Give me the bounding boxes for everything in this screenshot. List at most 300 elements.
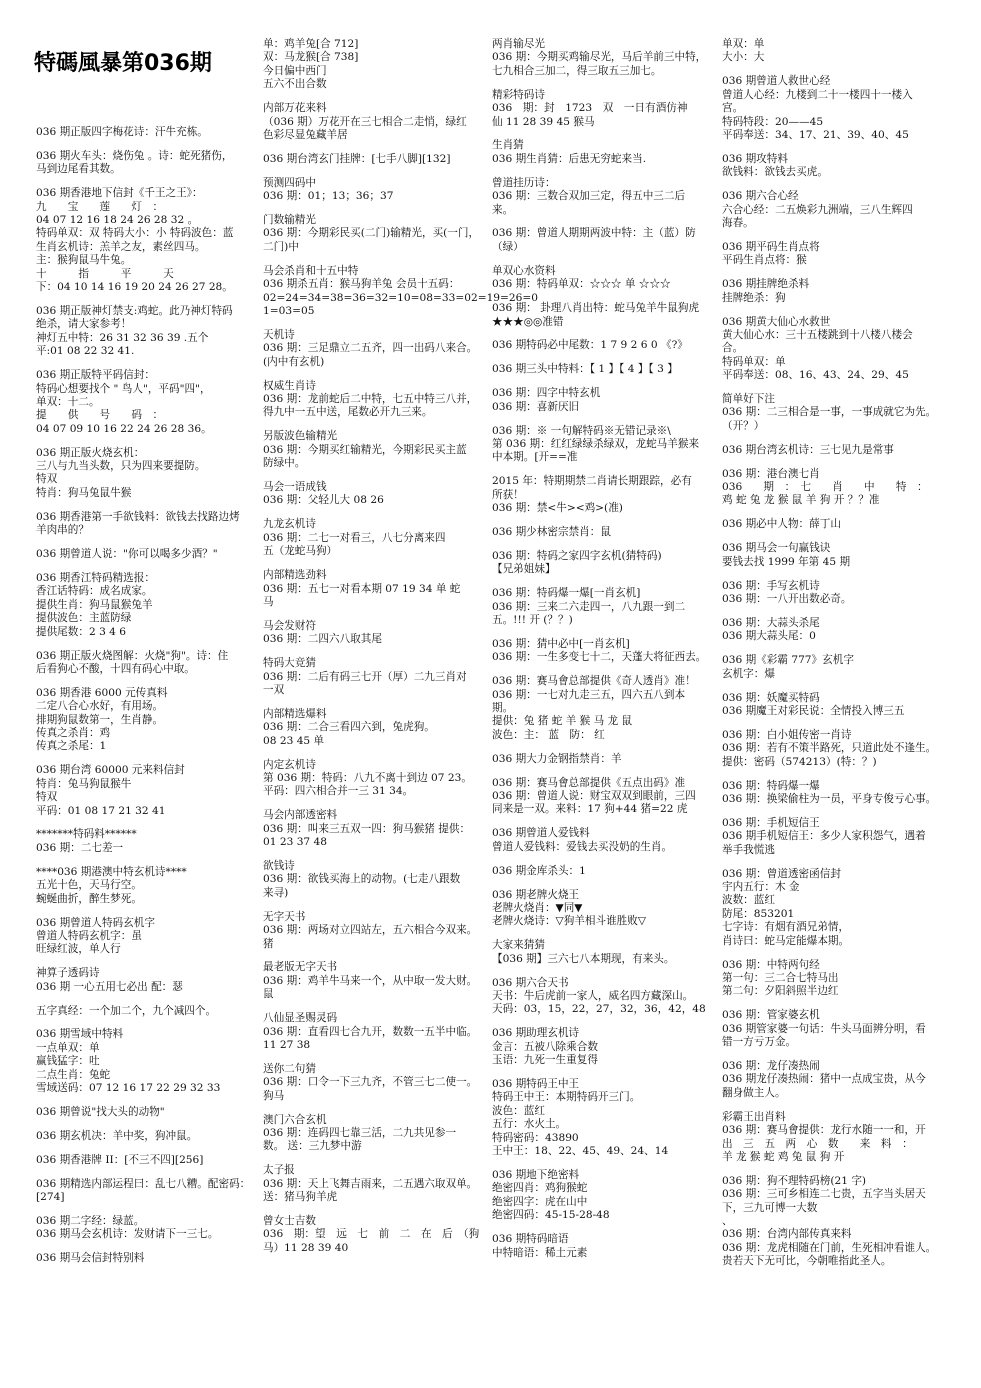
text-line: 今日偏中西门 [263, 64, 327, 77]
text-line: 036 期：特码单双：☆☆☆ 单 ☆☆☆ [492, 278, 671, 291]
text-block [722, 542, 950, 569]
text-block [36, 1130, 250, 1143]
text-line: 036 期：今期买鸡输尽光，马后羊前三中特， [492, 51, 707, 64]
text-line: 五行：水火土。 [492, 1118, 567, 1131]
text-line: 提供生肖：狗马鼠猴兔羊 [36, 598, 153, 611]
text-line: 挂牌绝杀：狗 [722, 291, 786, 304]
text-block [36, 572, 250, 639]
text-line: 鸡 蛇 兔 龙 猴 鼠 羊 狗 开 ？？准 [722, 494, 880, 507]
text-line: 下，三九可博一大数 [722, 1201, 818, 1214]
text-block [36, 1106, 250, 1119]
text-block [263, 1063, 485, 1103]
text-block [263, 657, 485, 697]
text-line: 036 期：天上飞舞吉雨来，二五遇六取双单。 [263, 1177, 478, 1190]
text-block [492, 1078, 718, 1158]
text-line: 036 期：封 1723 双 一日有酒仿神 [492, 102, 688, 115]
text-line: 马会一语成钱 [263, 481, 327, 494]
text-line: 036 期手机短信王：多少人家积怨气，遇着 [722, 830, 926, 843]
text-block [492, 865, 718, 878]
text-line: 送你二句猜 [263, 1062, 316, 1075]
text-block [36, 1154, 250, 1167]
text-line: 036 期特码王中王 [492, 1078, 580, 1091]
text-block [36, 917, 250, 957]
text-line: 马会杀肖和十五中特 [263, 264, 359, 277]
text-block [36, 1005, 250, 1018]
text-block [492, 177, 718, 217]
text-line: 双：马龙猴[合 738] [263, 51, 359, 64]
text-line: 036 期曾说"找大头的动物" [36, 1105, 165, 1118]
text-line: 七九相合三加二，得三取五三加七。 [492, 64, 662, 77]
text-line: 036 期正版火烧玄机： [36, 446, 145, 459]
text-line: 内定玄机诗 [263, 758, 316, 771]
text-block [263, 961, 485, 1001]
text-line: 防绿中。 [263, 457, 306, 470]
text-line: 036 期：※ 一句解特码※无错记录※\ [492, 424, 671, 437]
text-line: 海春。 [722, 216, 754, 229]
text-line: 11 27 38 [263, 1038, 311, 1051]
text-line: 平码：四六相合并一三 31 34。 [263, 785, 414, 798]
text-line: 狗马 [263, 1089, 285, 1102]
text-line: 六合心经：二五焕彩九洲端，三八生辉四 [722, 203, 913, 216]
text-line: 简单好下注 [722, 393, 775, 406]
text-line: 036 期特码暗语 [492, 1233, 569, 1246]
text-line: 特码心想要找个 " 鸟人"，平码"四"， [36, 382, 211, 395]
text-line: 翻身做主人。 [722, 1086, 786, 1099]
text-block [263, 430, 485, 470]
text-line: 肖诗曰：蛇马定能爆本期。 [722, 934, 850, 947]
text-line: 036 期地下绝密料 [492, 1169, 580, 1181]
text-line: 出 三 五 两 心 数 来 料 ： [722, 1137, 913, 1150]
text-block [722, 1060, 950, 1100]
text-line: 绝密四肖：鸡狗猴蛇 [492, 1182, 588, 1195]
text-line: 036 期：今期彩民买(二门)输精光，买(一门， [263, 227, 480, 240]
text-line: 最老版无字天书 [263, 961, 338, 974]
text-line: 036 期：妖魔买特码 [722, 691, 820, 704]
text-block [263, 1215, 485, 1255]
text-line: （绿） [492, 240, 524, 253]
text-block [722, 692, 950, 719]
text-line: 九 宝 莲 灯 ： [36, 200, 164, 213]
text-block [722, 38, 950, 65]
text-line: 传真之杀尾：1 [36, 740, 107, 753]
text-line: 天机诗 [263, 328, 295, 341]
text-line: 036 期：大蒜头杀尾 [722, 616, 820, 629]
text-line: 来寻) [263, 886, 289, 899]
text-line: 金言：五被八除乘合数 [492, 1040, 598, 1053]
text-block [263, 620, 485, 647]
text-line: 036 期：曾道透密函信封 [722, 867, 841, 880]
text-line: 大小：大 [722, 51, 765, 64]
text-line: 九龙玄机诗 [263, 518, 316, 531]
column-3 [492, 0, 718, 1388]
text-line: 另版波色输精光 [263, 430, 338, 443]
text-line: ★★★◎◎准错 [492, 315, 564, 328]
text-line: 特码单双：单 [722, 355, 786, 368]
text-block [263, 759, 485, 799]
text-line: 二点生肖：兔蛇 [36, 1068, 111, 1081]
text-line: 036 期二字经：绿蓝。 [36, 1215, 145, 1227]
text-line: 036 期：父轻儿大 08 26 [263, 494, 384, 507]
text-block [263, 911, 485, 951]
text-line: 036 期助理玄机诗 [492, 1027, 580, 1040]
text-line: 单双：十二。 [36, 395, 100, 408]
text-line: 提供尾数：2 3 4 6 [36, 625, 127, 638]
text-line: 036 期曾道人特码玄机字 [36, 916, 155, 929]
text-line: 036 期：若有不策半路死，只道此处不逢生。 [722, 742, 937, 755]
text-block [492, 587, 718, 627]
text-line: 三八与九当头数，只为四来要提防。 [36, 460, 206, 473]
text-line: 036 期：二七一对看三，八七分离来四 [263, 531, 446, 544]
text-block [263, 809, 485, 849]
text-line: [274] [36, 1191, 65, 1204]
text-line: 提供波色：主蓝防绿 [36, 612, 132, 625]
text-line: 羊肉串的？ [36, 524, 89, 537]
text-line: 五光十色，天马行空。 [36, 879, 142, 892]
text-line: 036 期：赛马會总部提供《奇人透肖》准！ [492, 675, 696, 688]
text-block [36, 511, 250, 538]
text-block [36, 967, 250, 994]
text-line: 第二句：夕阳斜照半边红 [722, 985, 839, 998]
text-line: 特肖：狗马兔鼠牛猴 [36, 486, 132, 499]
text-line: 036 期：口令一下三九齐，不管三七二使一。 [263, 1076, 478, 1089]
text-line: 036 期少林密宗禁肖：鼠 [492, 525, 611, 538]
text-block [722, 241, 950, 268]
text-line: 仙 11 28 39 45 猴马 [492, 115, 595, 128]
text-line: 第一句：三二合七特马出 [722, 971, 839, 984]
text-line: 羊 龙 猴 蛇 鸡 兔 鼠 狗 开 [722, 1150, 845, 1163]
text-line: 传真之杀肖：鸡 [36, 727, 111, 740]
text-line: 036 期管家婆一句话：牛头马面辨分明，看 [722, 1022, 926, 1035]
text-line: 绝密四码：45-15-28-48 [492, 1209, 610, 1222]
text-line: 雪域送码：07 12 16 17 22 29 32 33 [36, 1082, 221, 1095]
text-line: 036 期：特码爆一爆 [722, 779, 820, 792]
text-block [263, 1164, 485, 1204]
text-line: 同来是一双。来料：17 狗+44 猪=22 虎 [492, 803, 688, 816]
text-line: 曾道挂历诗： [492, 176, 556, 189]
text-line: 【兄弟姐妹】 [492, 563, 556, 576]
text-block [36, 1028, 250, 1095]
text-block [722, 1009, 950, 1049]
text-block [722, 444, 950, 457]
text-block [36, 687, 250, 754]
text-line: 得九中一五中送，尾数必开九三来。 [263, 406, 433, 419]
text-line: 036 期龙仔凑热闹：猪中一点成宝贵，从今 [722, 1073, 926, 1086]
text-line: 08 23 45 单 [263, 734, 325, 747]
text-line: 玉语：九死一生重复得 [492, 1054, 598, 1067]
text-block [722, 316, 950, 383]
text-block [492, 265, 718, 292]
text-line: 一双 [263, 683, 285, 696]
text-line: 彩霸王出肖料 [722, 1110, 786, 1123]
text-line: 036 期：曾道人说：财宝双双到眼前，三四 [492, 790, 696, 803]
text-block [492, 1233, 718, 1260]
text-block [492, 89, 718, 129]
text-line: 来。 [492, 203, 514, 216]
text-block [36, 1178, 250, 1205]
text-block [722, 75, 950, 142]
text-block [492, 227, 718, 254]
text-line: 036 期正版神灯禁支:鸡蛇。此乃神灯特码 [36, 304, 233, 317]
text-line: 二定八合心水好，有用场。 [36, 700, 164, 713]
text-line: 036 期：一八开出数必奇。 [722, 593, 852, 605]
text-line: 贵若天下无可比，今朝唯指此圣人。 [722, 1255, 892, 1268]
text-line: 十 指 平 天 [36, 267, 174, 280]
text-line: 036 期精选内部运程曰：乱七八糟。配密码： [36, 1177, 251, 1190]
text-line: 所获！ [492, 488, 524, 501]
text-line: 举手我慌逃 [722, 843, 775, 856]
text-line: 蜿蜒曲折，醉生梦死。 [36, 892, 142, 905]
text-line: 036 期：五七一对看本期 07 19 34 单 蛇 [263, 582, 461, 595]
text-block [36, 447, 250, 501]
text-block [492, 753, 718, 766]
text-line: 036 期曾道人救世心经 [722, 75, 831, 88]
text-block [722, 518, 950, 531]
text-line: 老牌火烧肖：▼同▼ [492, 902, 583, 914]
text-line: 天书：牛后虎前一家人，威名四方藏深山。 [492, 990, 694, 1003]
text-line: 036 期生肖猜：后患无穷蛇来当. [492, 152, 647, 165]
text-block [263, 153, 485, 166]
text-line: 大家来猜猜 [492, 939, 545, 952]
column-4 [722, 0, 950, 1388]
text-block [722, 278, 950, 305]
text-line: 036 期马会信封特别料 [36, 1252, 145, 1265]
text-block [263, 329, 485, 369]
text-line: 036 期：龙虎相随在门前，生死相冲看谁人。 [722, 1241, 937, 1254]
text-line: 送：猪马狗羊虎 [263, 1191, 338, 1204]
text-line: 特码王中王：本期特码开三门。 [492, 1091, 641, 1104]
text-block [722, 729, 950, 769]
text-block [492, 38, 718, 78]
text-block [36, 150, 250, 177]
text-block [263, 860, 485, 900]
text-line: 036 期曾道人爱钱料 [492, 827, 590, 840]
text-line: 036 期：曾道人期期两波中特：主（蓝）防 [492, 227, 696, 240]
text-line: 宫。 [722, 102, 744, 115]
text-block [492, 638, 718, 665]
text-line: 036 期黄大仙心水救世 [722, 315, 831, 328]
text-block [492, 387, 718, 414]
text-line: 036 期：二合三看四六到，兔虎狗。 [263, 721, 435, 734]
text-line: 036 期：龙前蛇后二中特，七五中特三八并， [263, 393, 478, 406]
text-line: 特双 [36, 791, 58, 804]
text-line: 生肖猜 [492, 139, 524, 152]
text-line: 036 期香港地下信封《千王之王》： [36, 187, 203, 200]
text-line: 036 期香港第一手欲钱料：欲钱去找路边烤 [36, 510, 240, 523]
text-line: 色彩尽显兔藏羊居 [263, 128, 348, 141]
text-line: 036 期挂牌绝杀料 [722, 278, 810, 291]
text-line: 主：猴狗鼠马牛兔。 [36, 254, 132, 267]
text-line: 036 期：鸡羊牛马来一个，从中取一发大财。 [263, 974, 478, 987]
text-line: 曾道人心经：九楼到二十一楼四十一楼入 [722, 88, 913, 101]
text-line: 无字天书 [263, 910, 306, 923]
text-line: 第 036 期：红红绿绿杀绿双，龙蛇马羊猴来 [492, 437, 700, 450]
text-block [722, 580, 950, 607]
text-line: 036 期香港牌 II：[不三不四][256] [36, 1153, 204, 1166]
text-block [492, 889, 718, 929]
text-line: 宇内五行：木 金 [722, 881, 800, 893]
text-line: 036 期：叫来三五双一四：狗马猴猪 提供： [263, 822, 471, 835]
text-line: 天码：03，15，22，27，32，36，42，48 [492, 1003, 706, 1016]
text-line: 036 期老牌火烧王 [492, 888, 580, 901]
text-line: 036 期特码必中尾数：1 7 9 2 6 0 《?》 [492, 339, 688, 352]
text-line: 036 期杀五肖：猴马狗羊兔 会员十五码： [263, 278, 460, 291]
text-line: 036 期：欲钱买海上的动物。(七走八跟数 [263, 873, 461, 886]
text-line: 036 期：喜新厌旧 [492, 400, 580, 413]
text-block [492, 827, 718, 854]
text-block [263, 569, 485, 609]
text-line: 防尾：853201 [722, 907, 795, 920]
text-line: 马 [263, 595, 274, 608]
text-line: 036 期：三可乡相连二七贵，五字当头居天 [722, 1188, 926, 1201]
text-line: 生肖玄机诗：羔羊之友，素丝四马。 [36, 240, 206, 253]
text-line: 波色：主： 蓝 防： 红 [492, 728, 605, 741]
text-line: 平码：01 08 17 21 32 41 [36, 804, 166, 817]
text-line: 036 期： 卦理八肖出特：蛇马兔羊牛鼠狗虎 [492, 302, 700, 315]
text-line: 波数：蓝红 [722, 894, 775, 907]
text-line: 036 期台湾玄门挂牌：[七手八脚][132] [263, 152, 451, 165]
text-block [263, 1012, 485, 1052]
text-line: 绝杀，请大家参考！ [36, 318, 132, 331]
text-line: 精彩特码诗 [492, 88, 545, 101]
text-line: 欲钱料：欲钱去买虎。 [722, 166, 828, 179]
text-line: 036 期攻特料 [722, 152, 788, 165]
text-block [492, 526, 718, 539]
text-line: 036 期：望 远 七 前 二 在 后 （狗 [263, 1228, 480, 1241]
text-line: 036 期金库杀头：1 [492, 864, 586, 877]
text-line: 036 期：中特两句经 [722, 958, 820, 971]
text-line: 036 期：四字中特玄机 [492, 387, 601, 400]
text-block [36, 866, 250, 906]
text-line: 036 期正版特平码信封： [36, 369, 155, 382]
text-line: 旺绿红波，单人行 [36, 943, 121, 956]
text-line: 要钱去找 1999 年第 45 期 [722, 555, 851, 568]
text-block [722, 1111, 950, 1165]
text-line: 特码大竞猜 [263, 657, 316, 670]
text-line: 036 期大力金钢指禁肖：羊 [492, 752, 622, 765]
text-line: 特肖：兔马狗鼠猴牛 [36, 777, 132, 790]
text-line: 内部万花来料 [263, 102, 327, 115]
text-line: 一点单双：单 [36, 1041, 100, 1054]
text-line: 预测四码中 [263, 176, 316, 189]
text-line: 香江话特码：成名成家。 [36, 585, 153, 598]
text-line: 绝密四字：虎在山中 [492, 1195, 588, 1208]
column-1 [36, 0, 250, 1388]
text-line: *******特码料****** [36, 828, 137, 841]
text-line: 036 期：台湾内部传真来料 [722, 1228, 852, 1241]
text-line: 第 036 期：特码：八九不离十到边 07 23。 [263, 771, 472, 784]
text-line: 036 期：连码四七靠三活，二九共见参一 [263, 1127, 457, 1139]
text-line: 提供：兔 猪 蛇 羊 猴 马 龙 鼠 [492, 715, 633, 728]
text-line: 马）11 28 39 40 [263, 1241, 349, 1254]
text-line: 036 期火车头：烧伤兔 。诗：蛇死猪伤， [36, 149, 233, 162]
text-line: 提供：密码（574213）(特：？) [722, 755, 877, 768]
text-line: 036 期玄机决：羊中奖，狗冲鼠。 [36, 1129, 198, 1142]
text-line: 八仙显圣赐灵码 [263, 1012, 338, 1025]
text-line: 单双心水资料 [492, 264, 556, 277]
text-line: 036 期：白小姐传密一肖诗 [722, 728, 852, 741]
text-line: 神算子透码诗 [36, 967, 100, 980]
text-line: 特码特段：20——45 [722, 115, 824, 128]
text-block [722, 617, 950, 644]
text-line: 、 [722, 1215, 733, 1228]
text-line: 内部精选爆料 [263, 707, 327, 720]
text-line: 澳门六合玄机 [263, 1113, 327, 1126]
text-line: 036 期：直看四七合九开，数数一五半中临。 [263, 1025, 478, 1038]
text-line: 1=03=05 [263, 305, 315, 317]
text-line: 中特暗语：稀土元素 [492, 1246, 588, 1259]
text-block [722, 393, 950, 433]
text-line: 02=24=34=38=36=32=10=08=33=02=19=26=0 [263, 291, 539, 304]
text-line: 036 期正版四字梅花诗：汗牛充栋。 [36, 126, 208, 138]
text-block [36, 1215, 250, 1242]
text-line: 2015 年：特期期禁二肖请长期跟踪，必有 [492, 475, 692, 488]
text-line: 赢钱猛字：吐 [36, 1055, 100, 1068]
text-line: 036 期正版火烧图解：火烧"狗"。诗：住 [36, 649, 229, 662]
text-line: 036 期：二三相合是一事，一事成就它为先。 [722, 406, 937, 419]
text-block [263, 481, 485, 508]
text-line: 错一方亏万金。 [722, 1036, 797, 1049]
text-line: 036 期台湾 60000 元来料信封 [36, 764, 185, 777]
text-block [36, 369, 250, 436]
text-block [492, 1169, 718, 1223]
text-block [492, 777, 718, 817]
text-line: 中本期。[开==准 [492, 451, 578, 464]
text-line: 两肖输尽光 [492, 38, 545, 50]
text-line: 老牌火烧诗：▽狗羊相斗谁胜败▽ [492, 915, 647, 928]
text-line: 036 期雪域中特料 [36, 1028, 124, 1041]
text-line: 平码奉送：08、16、43、24、29、45 [722, 369, 909, 382]
text-block [722, 468, 950, 508]
text-line: 太子报 [263, 1164, 295, 1177]
text-line: 神灯五中特：26 31 32 36 39 .五个 [36, 331, 209, 344]
text-line: 036 期：特码爆一爆[一肖玄机] [492, 587, 641, 600]
text-line: 036 期平码生肖点将 [722, 240, 820, 253]
text-line: 036 期大蒜头尾：0 [722, 630, 816, 643]
text-line: 036 期：三数合双加三定，得五中三二后 [492, 190, 686, 203]
text-block [36, 764, 250, 818]
text-line: 036 期：港台澳七肖 [722, 467, 820, 480]
text-line: 036 期：两场对立四站左，五六相合今双来。 [263, 924, 478, 937]
text-line: 玄机字：爆 [722, 667, 775, 680]
text-line: 036 期香港 6000 元传真料 [36, 686, 168, 699]
text-line: 鼠 [263, 988, 274, 1001]
text-line: 036 期：赛马會提供：龙行水随一一和，开 [722, 1124, 926, 1137]
text-line: （开？） [722, 419, 765, 432]
text-block [36, 548, 250, 561]
text-line: 036 期：管家婆玄机 [722, 1009, 820, 1022]
text-block [492, 363, 718, 376]
text-line: 五字真经：一个加二个，九个减四个。 [36, 1004, 217, 1017]
text-block [263, 102, 485, 142]
text-line: 黄大仙心水：三十五楼跳到十八楼八楼会 [722, 328, 913, 341]
text-block [492, 425, 718, 465]
text-block [722, 1175, 950, 1269]
text-line: 二门)中 [263, 240, 299, 253]
text-line: 036 期：一七对九走三五，四六五八到本 [492, 688, 686, 701]
text-line: 036 期：二后有码三七开（厚）二九三肖对 [263, 670, 467, 683]
text-line: 后看狗心不酸，十四有码心中取。 [36, 662, 195, 675]
text-line: 五六不出合数 [263, 78, 327, 91]
text-line: 036 期：01；13；36；37 [263, 190, 394, 203]
page-title: 特碼風暴第036期 [34, 51, 212, 76]
text-line: 036 期：猜中必中[一肖玄机] [492, 637, 630, 650]
text-block [263, 214, 485, 254]
text-line: 排期狗鼠数第一，生肖静。 [36, 713, 164, 726]
text-line: 036 期：手机短信王 [722, 816, 820, 829]
text-block [36, 650, 250, 677]
text-line: 曾道人特码玄机字：虽 [36, 929, 142, 942]
text-line: 036 期香江特码精选报： [36, 571, 155, 584]
